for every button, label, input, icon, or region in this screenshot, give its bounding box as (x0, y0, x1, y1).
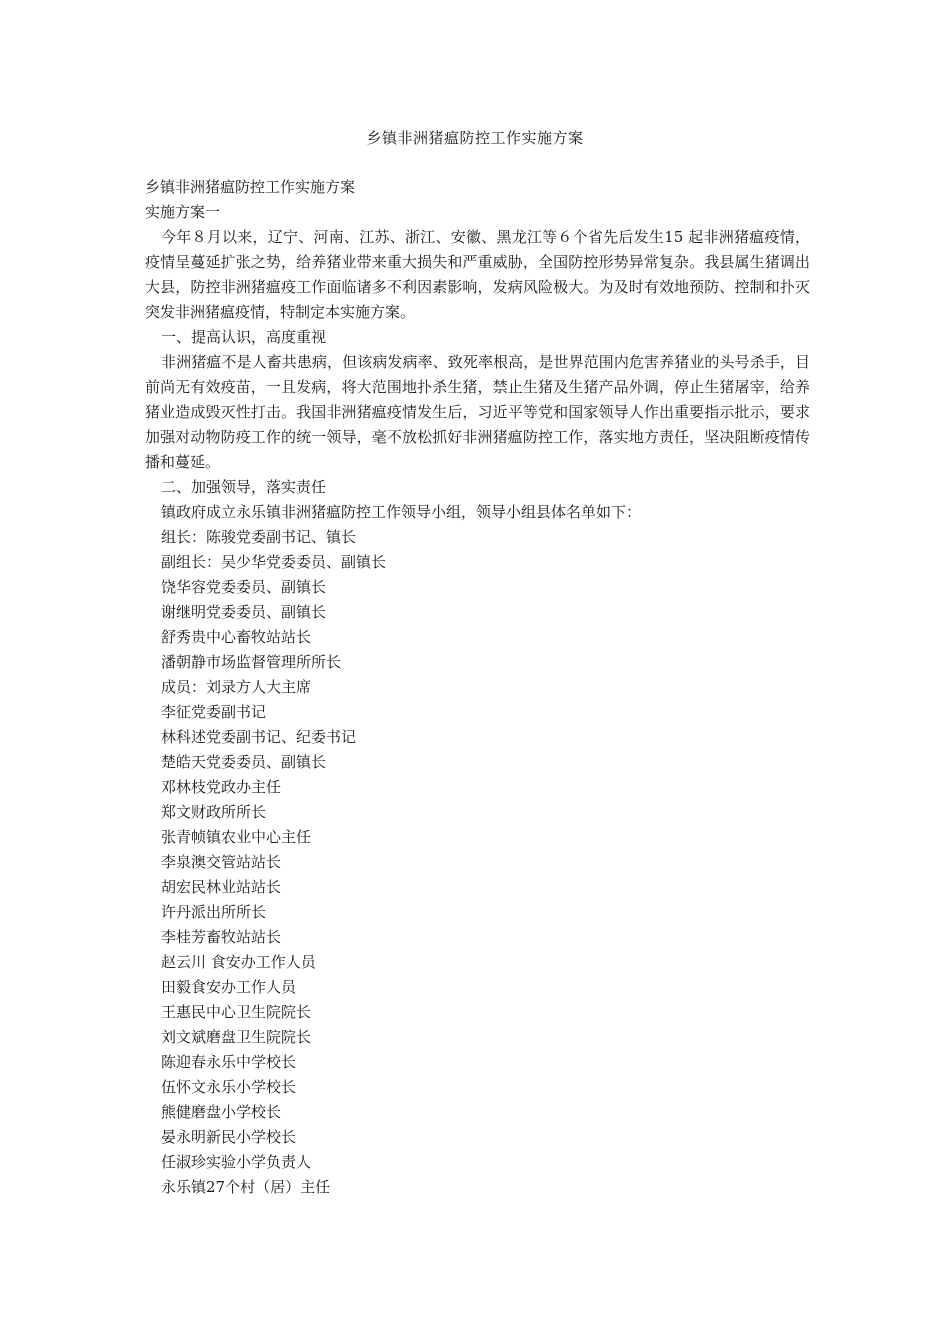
document-title: 乡镇非洲猪瘟防控工作实施方案 (366, 129, 584, 147)
member-list (145, 525, 810, 1200)
member-line: 李征党委副书记 (161, 703, 267, 721)
member-line: 组长：陈骏党委副书记、镇长 (161, 528, 357, 546)
member-line: 饶华容党委委员、副镇长 (161, 578, 327, 596)
member-line: 胡宏民林业站站长 (161, 878, 282, 896)
member-line: 林科述党委副书记、纪委书记 (161, 728, 357, 746)
member-line: 楚皓天党委委员、副镇长 (161, 753, 327, 771)
member-line: 李桂芳畜牧站站长 (161, 928, 282, 946)
member-line: 张青帧镇农业中心主任 (161, 828, 312, 846)
member-line: 永乐镇27个村（居）主任 (161, 1178, 331, 1196)
member-line: 王惠民中心卫生院院长 (161, 1003, 312, 1021)
member-line: 谢继明党委委员、副镇长 (161, 603, 327, 621)
member-line: 李泉澳交管站站长 (161, 853, 282, 871)
member-line: 郑文财政所所长 (161, 803, 267, 821)
member-line: 邓林枝党政办主任 (161, 778, 282, 796)
member-line: 副组长：吴少华党委委员、副镇长 (161, 553, 387, 571)
intro-paragraph: 今年８月以来，辽宁、河南、江苏、浙江、安徽、黑龙江等６个省先后发生15 起非洲猪瘟疫情，疫情呈蔓延扩张之势，给养猪业带来重大损失和严重威胁，全国防控形势异常复杂。我县属生猪调出大县，防控非洲猪瘟疫工作面临诸多不利因素影响，发病风险极大。为及时有效地预防、控制和扑灭突发非洲猪瘟疫情，特制定本实施方案。 (145, 228, 810, 321)
member-line: 许丹派出所所长 (161, 903, 267, 921)
member-line: 刘文斌磨盘卫生院院长 (161, 1028, 312, 1046)
member-line: 舒秀贵中心畜牧站站长 (161, 628, 312, 646)
plan-label: 实施方案一 (145, 203, 221, 221)
section-2-paragraph: 镇政府成立永乐镇非洲猪瘟防控工作领导小组，领导小组县体名单如下： (161, 503, 642, 521)
document-body (145, 175, 810, 1200)
member-line: 田毅食安办工作人员 (161, 978, 297, 996)
section-1-paragraph: 非洲猪瘟不是人畜共患病，但该病发病率、致死率根高，是世界范围内危害养猪业的头号杀手，目前尚无有效疫苗，一且发病，将大范围地扑杀生猪，禁止生猪及生猪产品外调，停止生猪屠宰，给养猪业造成毁灭性打击。我国非洲猪瘟疫情发生后，习近平等党和国家领导人作出重要指示批示，要求加强对动物防疫工作的统一领导，毫不放松抓好非洲猪瘟防控工作，落实地方责任，坚决阻断疫情传播和蔓延。 (145, 353, 810, 471)
member-line: 潘朝静市场监督管理所所长 (161, 653, 342, 671)
section-1-heading: 一、提高认识，高度重视 (161, 328, 327, 346)
document-subtitle: 乡镇非洲猪瘟防控工作实施方案 (145, 178, 356, 196)
member-line: 赵云川 食安办工作人员 (161, 953, 316, 971)
member-line: 伍怀文永乐小学校长 (161, 1078, 297, 1096)
member-line: 晏永明新民小学校长 (161, 1128, 297, 1146)
member-line: 任淑珍实验小学负责人 (161, 1153, 312, 1171)
section-2-heading: 二、加强领导，落实责任 (161, 478, 327, 496)
member-line: 陈迎春永乐中学校长 (161, 1053, 297, 1071)
member-line: 熊健磨盘小学校长 (161, 1103, 282, 1121)
member-line: 成员：刘录方人大主席 (161, 678, 312, 696)
